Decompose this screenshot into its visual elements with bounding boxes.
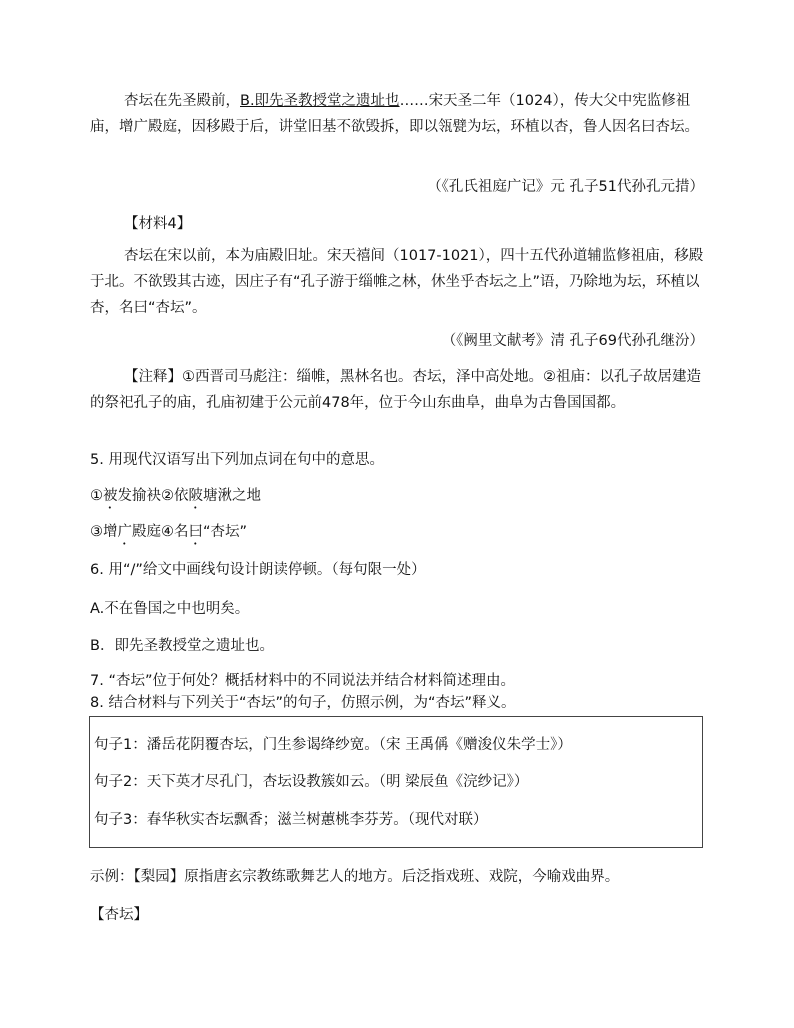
item-text: 依 — [174, 488, 189, 504]
question-6-option-a: A.不在鲁国之中也明矣。 — [90, 601, 250, 617]
dotted-word: 陂 — [188, 488, 203, 504]
sentence-3: 句子3：春华秋实杏坛飘香；滋兰树蕙桃李芬芳。（现代对联） — [94, 812, 488, 828]
material3-source: （《孔氏祖庭广记》元 孔子51代孙孔元措） — [427, 179, 704, 195]
question-7-stem: 7. “杏坛”位于何处？概括材料中的不同说法并结合材料简述理由。 — [90, 673, 515, 689]
material3-text: 曰 — [641, 119, 656, 135]
material3-paragraph — [90, 88, 705, 140]
material3-text: ……宋天圣二年（1024），传大父中宪监修祖庙，增 — [90, 93, 691, 135]
material4-heading: 【材料4】 — [124, 216, 192, 232]
note-paragraph: 【注释】①西晋司马彪注：缁帷，黑林名也。杏坛，泽中高处地。②祖庙：以孔子故居建造的祭祀孔子的庙，孔庙初建于公元前478年，位于今山东曲阜，曲阜为古鲁国国都。 — [90, 369, 701, 411]
item-text: “杏坛” — [203, 524, 248, 540]
question-6-option-b: B．即先圣教授堂之遗址也。 — [90, 638, 274, 654]
dotted-word: 广 — [117, 524, 132, 540]
item-number: ① — [90, 488, 103, 504]
dotted-word: 曰 — [188, 524, 203, 540]
material3-text: 杏坛。 — [655, 119, 699, 135]
answer-label: 【杏坛】 — [90, 907, 148, 923]
item-text: 发揄袂 — [117, 488, 161, 504]
dotted-word: 被 — [103, 488, 118, 504]
example-line: 示例：【梨园】原指唐玄宗教练歌舞艺人的地方。后泛指戏班、戏院，今喻戏曲界。 — [90, 869, 620, 885]
item-number: ④名 — [161, 524, 189, 540]
question-5-stem: 5. 用现代汉语写出下列加点词在句中的意思。 — [90, 452, 384, 468]
sentence-1: 句子1：潘岳花阴覆杏坛，门生参谒绛纱宽。（宋 王禹偁《赠浚仪朱学士》） — [94, 737, 572, 753]
material3-text: 殿庭，因移殿于后，讲堂旧基不欲毁拆，即以瓴甓为坛，环植以杏，鲁人因名 — [148, 119, 641, 135]
question-6-stem: 6. 用“/”给文中画线句设计朗读停顿。（每句限一处） — [90, 562, 426, 578]
material3-text: 杏坛在先圣殿前， — [124, 93, 240, 109]
material4-source: （《阙里文献考》清 孔子69代孙孔继汾） — [441, 333, 704, 349]
question-5-items-row2 — [90, 519, 247, 548]
material4-paragraph: 杏坛在宋以前，本为庙殿旧址。宋天禧间（1017-1021），四十五代孙道辅监修祖庙，移殿于北。不欲毁其古迹，因庄子有“孔子游于缁帷之林，休坐乎杏坛之上”语，乃除地为坛，环植以杏，名曰“杏坛”。 — [90, 248, 704, 316]
item-text: 塘湫之地 — [203, 488, 261, 504]
sentences-box — [89, 716, 703, 848]
material3-text: 广 — [133, 119, 148, 135]
item-number: ③增 — [90, 524, 118, 540]
question-5-items-row1 — [90, 483, 261, 512]
item-text: 殿庭 — [132, 524, 161, 540]
underlined-sentence-b: B.即先圣教授堂之遗址也 — [240, 93, 400, 109]
item-number: ② — [161, 488, 174, 504]
question-8-stem: 8. 结合材料与下列关于“杏坛”的句子，仿照示例，为“杏坛”释义。 — [90, 695, 516, 711]
sentence-2: 句子2：天下英才尽孔门，杏坛设教簇如云。（明 梁辰鱼《浣纱记》） — [94, 774, 529, 790]
